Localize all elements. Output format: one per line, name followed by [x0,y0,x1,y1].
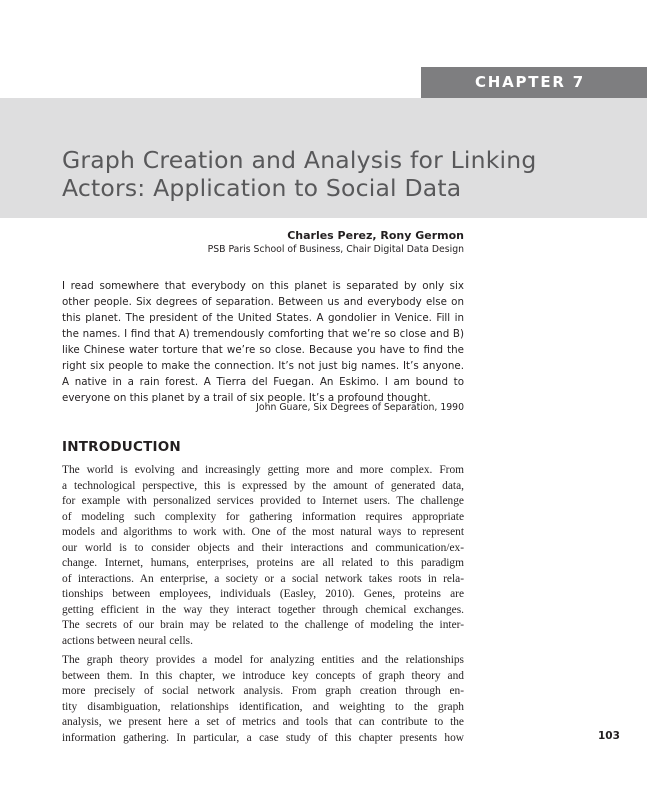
body-line: of interactions. An enterprise, a society or a social network takes roots in rela- [62,572,464,585]
body-line: between them. In this chapter, we introduce key concepts of graph theory and [62,669,464,682]
affiliation: PSB Paris School of Business, Chair Digital Data Design [207,244,464,255]
epigraph-line: A native in a rain forest. A Tierra del Fuegan. An Eskimo. I am bound to [62,376,464,388]
body-line: more precisely of social network analysis. From graph creation through en- [62,685,464,697]
page-number: 103 [598,730,620,742]
body-line: The graph theory provides a model for analyzing entities and the relationships [62,654,464,666]
epigraph-line: I read somewhere that everybody on this planet is separated by only six [62,280,464,292]
body-line: analysis, we present here a set of metrics and tools that can contribute to the [62,716,464,728]
epigraph-line: this planet. The president of the United States. A gondolier in Venice. Fill in [62,312,464,324]
body-line: tity disambiguation, relationships identification, and weighting to the graph [62,700,464,713]
body-line: The secrets of our brain may be related to the challenge of modeling the inter- [62,619,464,631]
chapter-title-line: Actors: Application to Social Data [62,174,462,202]
body-line: The world is evolving and increasingly getting more and more complex. From [62,464,464,476]
chapter-label: CHAPTER 7 [421,67,647,98]
epigraph-attribution: John Guare, Six Degrees of Separation, 1990 [256,402,464,413]
body-paragraph [62,463,464,649]
body-line: our world is to consider objects and their interactions and communication/ex- [62,541,464,554]
epigraph-quote [62,278,464,406]
epigraph-line: everyone on this planet by a trail of six people. It’s a profound thought. [62,392,431,404]
chapter-title [62,146,622,202]
body-line: change. Internet, humans, enterprises, proteins are all related to this paradigm [62,557,464,569]
body-line: a technological perspective, this is expressed by the amount of generated data, [62,479,464,492]
section-heading: INTRODUCTION [62,439,181,455]
body-line: information gathering. In particular, a case study of this chapter presents how [62,731,464,744]
epigraph-line: like Chinese water torture that we’re so close. Because you have to find the [62,344,464,356]
epigraph-line: the names. I find that A) tremendously comforting that we’re so close and B) [62,328,464,340]
authors: Charles Perez, Rony Germon [287,229,464,242]
body-line: tionships between employees, individuals (Easley, 2010). Genes, proteins are [62,588,464,600]
epigraph-line: right six people to make the connection. It’s not just big names. It’s anyone. [62,360,464,372]
body-line: actions between neural cells. [62,634,193,647]
chapter-title-line: Graph Creation and Analysis for Linking [62,146,537,174]
epigraph-line: other people. Six degrees of separation. Between us and everybody else on [62,296,464,308]
body-line: getting efficient in the way they interact together through chemical exchanges. [62,603,464,616]
body-line: of modeling such complexity for gathering information requires appropriate [62,510,464,523]
body-paragraph [62,653,464,746]
body-line: for example with personalized services provided to Internet users. The challenge [62,495,464,507]
body-line: models and algorithms to work with. One of the most natural ways to represent [62,526,464,538]
